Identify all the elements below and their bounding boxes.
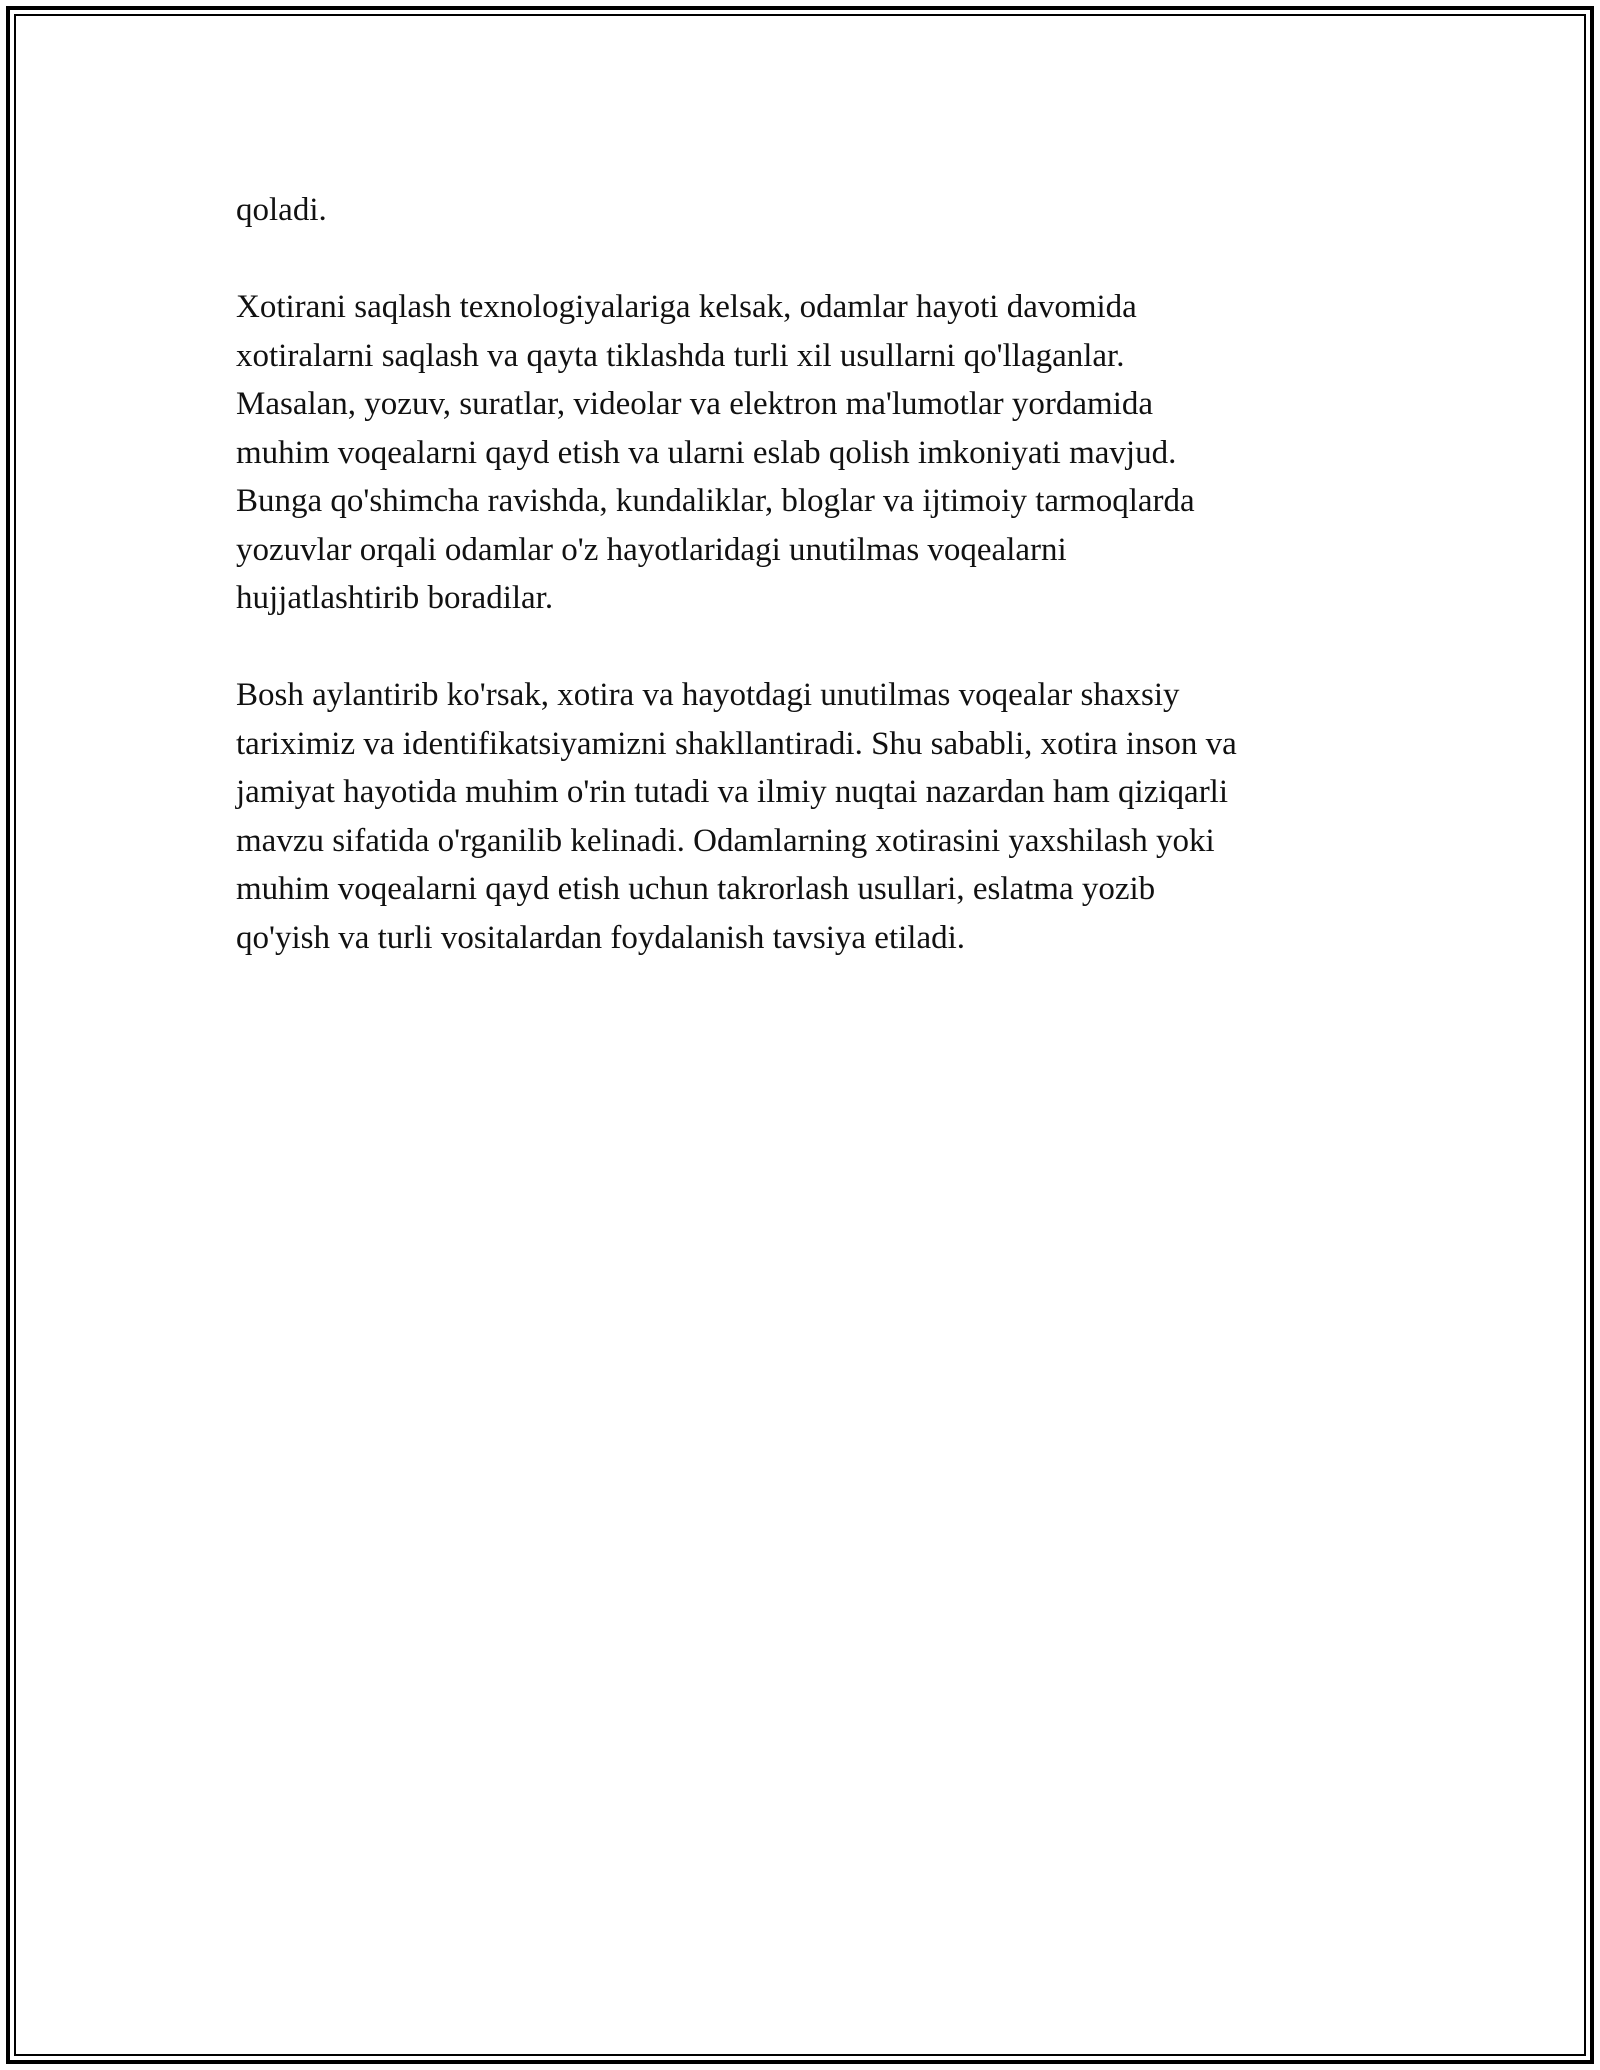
paragraph-memory-technologies: Xotirani saqlash texnologiyalariga kelsak, odamlar hayoti davomida xotiralarni saqlash va qayta tiklashda turli xil usullarni qo'llaganlar. Masalan, yozuv, suratlar, videolar va elektron ma'lumotlar yordamida muhim voqealarni qayd etish va ularni eslab qolish imkoniyati mavjud. Bunga qo'shimcha ravishda, kundaliklar, bloglar va ijtimoiy tarmoqlarda yozuvlar orqali odamlar o'z hayotlaridagi unutilmas voqealarni hujjatlashtirib boradilar. (236, 289, 1195, 616)
document-body (236, 186, 1366, 1011)
paragraph-continuation: qoladi. (236, 192, 327, 228)
paragraph-conclusion: Bosh aylantirib ko'rsak, xotira va hayotdagi unutilmas voqealar shaxsiy tariximiz va identifikatsiyamizni shakllantiradi. Shu sababli, xotira inson va jamiyat hayotida muhim o'rin tutadi va ilmiy nuqtai nazardan ham qiziqarli mavzu sifatida o'rganilib kelinadi. Odamlarning xotirasini yaxshilash yoki muhim voqealarni qayd etish uchun takrorlash usullari, eslatma yozib qo'yish va turli vositalardan foydalanish tavsiya etiladi. (236, 677, 1237, 956)
